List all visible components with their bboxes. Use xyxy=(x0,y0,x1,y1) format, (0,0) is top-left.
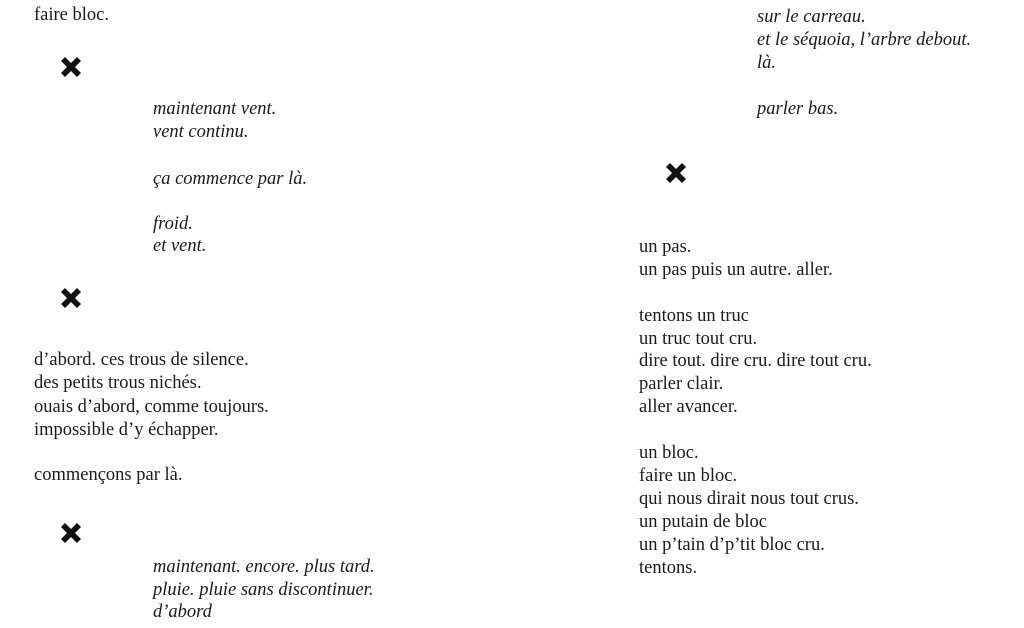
poem-line: un p’tain d’p’tit bloc cru. xyxy=(639,535,825,555)
poem-line: d’abord xyxy=(153,602,212,622)
poem-line: dire tout. dire cru. dire tout cru. xyxy=(639,351,872,371)
bold-x-cross-icon xyxy=(58,285,84,311)
poem-line: tentons. xyxy=(639,558,698,578)
poem-line: un putain de bloc xyxy=(639,512,767,532)
poem-line: un truc tout cru. xyxy=(639,329,758,349)
poem-line: et le séquoia, l’arbre debout. xyxy=(757,30,972,50)
bold-x-cross-icon xyxy=(663,160,689,186)
poem-line: un bloc. xyxy=(639,443,699,463)
poem-line: parler bas. xyxy=(757,99,839,119)
poem-line: un pas puis un autre. aller. xyxy=(639,260,833,280)
poem-line: commençons par là. xyxy=(34,465,183,485)
poem-line: faire un bloc. xyxy=(639,466,738,486)
poem-line: des petits trous nichés. xyxy=(34,373,202,393)
bold-x-cross-icon xyxy=(58,520,84,546)
poem-line: et vent. xyxy=(153,236,207,256)
poem-line: aller avancer. xyxy=(639,397,738,417)
poem-line: d’abord. ces trous de silence. xyxy=(34,350,249,370)
poem-line: pluie. pluie sans discontinuer. xyxy=(153,580,374,600)
poem-line: sur le carreau. xyxy=(757,7,866,27)
poem-line: impossible d’y échapper. xyxy=(34,420,219,440)
poem-line: froid. xyxy=(153,214,193,234)
poem-line: vent continu. xyxy=(153,122,249,142)
poem-line: là. xyxy=(757,53,777,73)
poem-line: tentons un truc xyxy=(639,306,749,326)
poem-line: parler clair. xyxy=(639,374,724,394)
poem-line: qui nous dirait nous tout crus. xyxy=(639,489,859,509)
poem-line: un pas. xyxy=(639,237,692,257)
poem-line: faire bloc. xyxy=(34,5,109,25)
poem-line: ouais d’abord, comme toujours. xyxy=(34,397,269,417)
poem-line: ça commence par là. xyxy=(153,169,308,189)
poem-line: maintenant. encore. plus tard. xyxy=(153,557,375,577)
poem-line: maintenant vent. xyxy=(153,99,277,119)
bold-x-cross-icon xyxy=(58,54,84,80)
